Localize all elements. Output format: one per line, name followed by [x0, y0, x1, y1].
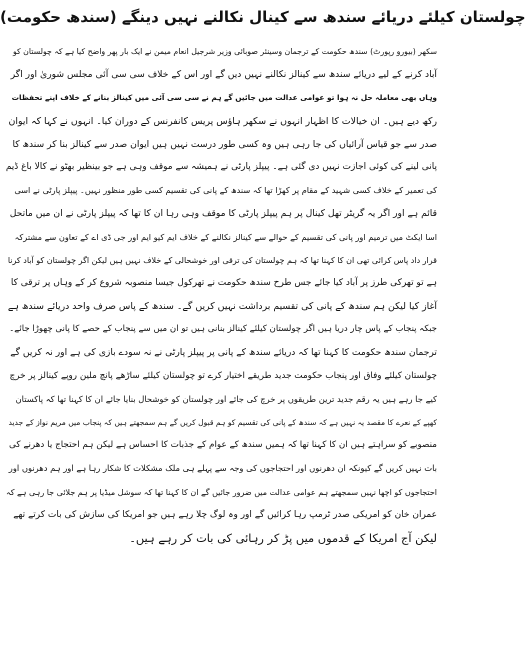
- article-line: سکھر (بیورو رپورٹ) سندھ حکومت کے ترجمان وسینئر صوبائی وزیر شرجیل انعام میمن نے ایک بار پھر واضح کیا ہے کہ چولستان کو: [12, 47, 437, 56]
- article-line: ہے تو تھرکی طرز پر آباد کیا جائے جس طرح سندھ حکومت نے تھرکول جیسا منصوبہ شروع کر کے وہاں پر ترقی کا: [10, 277, 437, 288]
- article-line: پانی لینے کی کوئی اجازت نہیں دی گئی ہے۔ پیپلز پارٹی نے ہمیشہ سے موقف وہی ہے جو بینظیر بھٹو نے کالا باغ ڈیم: [5, 161, 437, 172]
- article-line: لیکن آج امریکا کے قدموں میں پڑ کر رہائی کی بات کر رہے ہیں۔: [129, 530, 437, 545]
- article-body: [6, 40, 437, 550]
- article-line: چولستان کیلئے وفاق اور پنجاب حکومت جدید طریقے اختیار کرے تو چولستان کیلئے ساڑھے پانچ ملین روپے کینالز پر خرچ: [9, 370, 437, 381]
- article-line: جبکہ پنجاب کے پاس چار دریا ہیں اگر چولستان کیلئے کینالز بنانی ہیں تو ان میں سے پنجاب کے حصے کا پانی چھوڑا جائے۔: [9, 324, 437, 335]
- article-line: رکھ دیے ہیں۔ ان خیالات کا اظہار انہوں نے سکھر ہاؤس پریس کانفرنس کے دوران کیا۔ انہوں نے کہا کہ ایوان: [8, 115, 437, 127]
- headline: چولستان کیلئے دریائے سندھ سے کینال نکالنے نہیں دینگے (سندھ حکومت): [0, 8, 526, 26]
- article-line: عمران خان کو امریکی صدر ٹرمپ رہا کرائیں گے اور وہ لوگ چلا رہے ہیں جو امریکا کی سازش کی بات کرتے تھے: [13, 509, 437, 520]
- article-line: بات نہیں کریں گے کیونکہ ان دھرنوں اور احتجاجوں کی وجہ سے پہلے ہی ملک مشکلات کا شکار رہا ہے اور ہم دھرنوں اور: [8, 463, 437, 474]
- article-line: آغاز کیا لیکن ہم سندھ کے پانی کی تقسیم برداشت نہیں کریں گے۔ سندھ کے پاس صرف واحد دریائے سندھ ہے: [7, 301, 437, 313]
- article-line: کیے جا رہے ہیں یہ رقم جدید ترین طریقوں پر خرچ کی جائے اور چولستان کو خوشحال بنایا جائے ان کا کہنا تھا کہ پاکستان: [15, 393, 437, 404]
- article-line: وہاں بھی معاملہ حل نہ ہوا تو عوامی عدالت میں جائیں گے ہم نے سی سی آئی میں کینالز بنانے کے خلاف اپنے تحفظات: [11, 93, 437, 103]
- article-line: اسا ایکٹ میں ترمیم اور پانی کی تقسیم کے حوالے سے کینالز نکالنے کے خلاف ایم کیو ایم اور جی ڈی اے کے تعاون سے مشترکہ: [14, 231, 437, 242]
- article-line: ترجمان سندھ حکومت کا کہنا تھا کہ دریائے سندھ کے پانی پر پیپلز پارٹی نے نہ سودے بازی کی ہے اور نہ کریں گے: [10, 347, 437, 359]
- article-line: قرار داد پاس کرائی تھی ان کا کہنا تھا کہ ہم چولستان کی ترقی اور خوشحالی کے خلاف نہیں ہیں لیکن اگر چولستان کو آباد کرنا: [7, 255, 437, 265]
- article-line: احتجاجوں کو اچھا نہیں سمجھتے ہم عوامی عدالت میں ضرور جائیں گے ان کا کہنا تھا کہ سوشل میڈیا پر ہم جلائی جا رہی ہے کہ: [6, 487, 437, 497]
- article-line: صدر سے جو قیاس آرائیاں کی جا رہی ہیں وہ کسی طور درست نہیں ہیں ایوان صدر سے کینالز بنا کر سندھ کا: [12, 138, 437, 150]
- article-line: منصوبے کو سراہتے ہیں ان کا کہنا تھا کہ ہمیں سندھ کے عوام کے جذبات کا احساس ہے لیکن ہم احتجاج یا دھرنے کی: [9, 440, 437, 451]
- article-line: کی تعمیر کے خلاف کسی شہید کے مقام پر کھڑا تھا کہ سندھ کے پانی کی تقسیم کسی طور منظور نہیں۔ پیپلز پارٹی نے اسی: [14, 185, 437, 196]
- article-line: کھپے کے نعرے کا مقصد یہ نہیں ہے کہ سندھ کے پانی کی تقسیم کو ہم قبول کریں گے ہم سمجھتے ہیں کہ پنجاب میں مریم نواز کے جدید: [8, 418, 437, 427]
- article-line: آباد کرنے کے لیے دریائے سندھ سے کینالز نکالنے نہیں دیں گے اور اس کے خلاف سی سی آئی مجلس شوریٰ اور اگر: [10, 69, 437, 81]
- article-line: قائم ہے اور اگر یہ گریٹر تھل کینال پر ہم پیپلز پارٹی کا موقف وہی رہا ان کا تھا کہ پیپلز پارٹی نے ان میں ماتحل: [9, 208, 437, 220]
